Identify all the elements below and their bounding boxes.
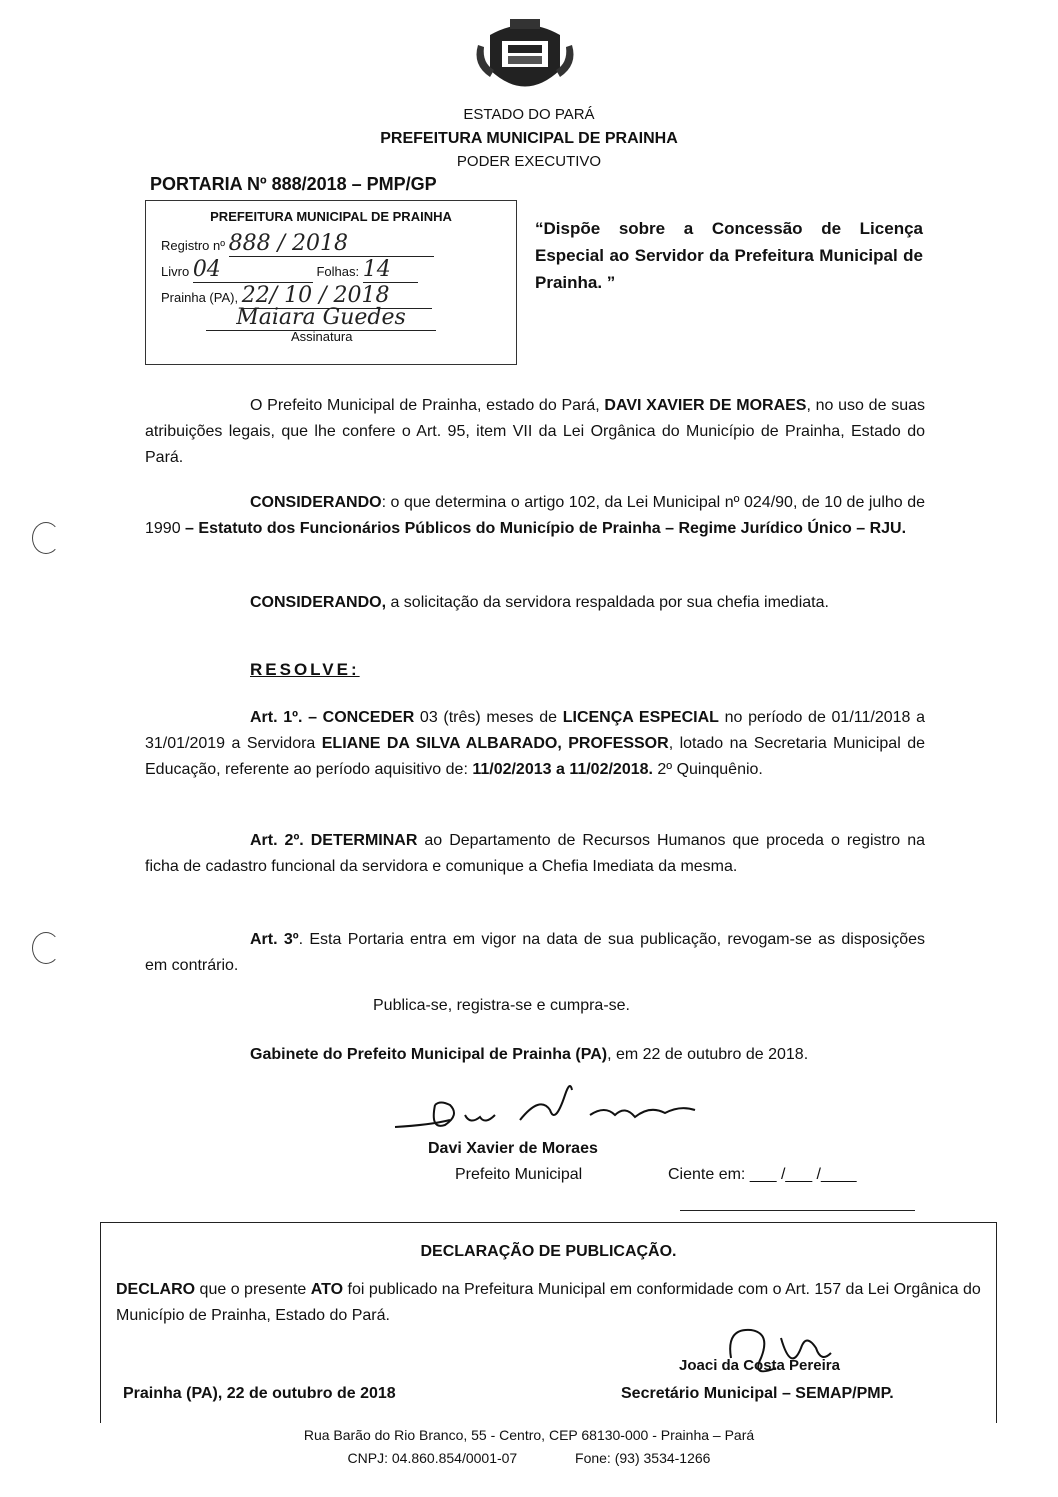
art3-label: Art. 3º	[250, 931, 299, 948]
art2-label: Art. 2º. DETERMINAR	[250, 832, 418, 849]
art2-text: ao Departamento de Recursos Humanos que proceda o registro na ficha de cadastro funcional da servidora e comunique a Chefia Imediata da mesma.	[145, 832, 925, 875]
declaracao-text2: foi publicado na Prefeitura Municipal em conformidade com o Art. 157 da Lei Orgânica do Município de Prainha, Estado do Pará.	[116, 1281, 981, 1324]
mayor-name-signature: Davi Xavier de Moraes	[428, 1140, 598, 1157]
punch-hole-top	[32, 522, 60, 554]
registry-signature: Maiara Guedes	[206, 305, 436, 331]
declaracao-title: DECLARAÇÃO DE PUBLICAÇÃO.	[420, 1243, 677, 1260]
declaracao-box	[100, 1222, 997, 1423]
footer-cnpj: CNPJ: 04.860.854/0001-07	[347, 1450, 518, 1466]
registry-livro-value: 04	[193, 257, 313, 283]
mayor-role: Prefeito Municipal	[455, 1166, 583, 1183]
article-3	[145, 927, 925, 979]
considerando-1-text: : o que determina o artigo 102, da Lei Municipal nº 024/90, de 10 de julho de 1990	[145, 494, 925, 537]
gabinete-bold: Gabinete do Prefeito Municipal de Prainha (PA)	[250, 1046, 608, 1063]
mayor-name: DAVI XAVIER DE MORAES	[604, 397, 807, 414]
art1-text4: 2º Quinquênio.	[652, 761, 763, 778]
article-1	[145, 705, 925, 783]
considerando-1-label: CONSIDERANDO	[250, 494, 382, 511]
registry-date-label: Prainha (PA),	[161, 290, 239, 305]
considerando-1-bold: – Estatuto dos Funcionários Públicos do Município de Prainha – Regime Jurídico Único – RJU.	[185, 520, 907, 537]
registry-title: PREFEITURA MUNICIPAL DE PRAINHA	[210, 209, 452, 224]
considerando-2-text: a solicitação da servidora respaldada por sua chefia imediata.	[386, 594, 829, 611]
registry-date-value: 22/ 10 / 2018	[242, 283, 432, 309]
registry-number-row	[161, 231, 434, 257]
footer-phone: Fone: (93) 3534-1266	[575, 1450, 711, 1466]
declaro-label: DECLARO	[116, 1281, 196, 1298]
considerando-2	[145, 590, 925, 616]
gabinete-text: , em 22 de outubro de 2018.	[607, 1046, 809, 1063]
ciente-field: Ciente em: ___ /___ /____	[668, 1166, 857, 1183]
registry-signature-row	[206, 305, 436, 331]
considerando-1	[145, 490, 925, 542]
secretary-name: Joaci da Costa Pereira	[679, 1357, 840, 1374]
preamble	[145, 393, 925, 471]
punch-hole-bottom	[32, 932, 60, 964]
art1-text2: no período de 01/11/2018 a 31/01/2019 a Servidora	[145, 709, 925, 752]
registry-livro-row	[161, 257, 418, 283]
ato-label: ATO	[310, 1281, 344, 1298]
registry-number-value: 888 / 2018	[229, 231, 434, 257]
ciente-signature-line	[680, 1210, 915, 1211]
art1-bold1: LICENÇA ESPECIAL	[562, 709, 719, 726]
mayor-signature	[390, 1075, 710, 1135]
gabinete-line	[145, 1042, 925, 1068]
art1-label: Art. 1º. – CONCEDER	[250, 709, 415, 726]
secretary-role: Secretário Municipal – SEMAP/PMP.	[621, 1385, 894, 1402]
publica-line: Publica-se, registra-se e cumpra-se.	[373, 997, 630, 1014]
header-poder: PODER EXECUTIVO	[456, 153, 602, 170]
art1-bold2: ELIANE DA SILVA ALBARADO, PROFESSOR	[321, 735, 669, 752]
art1-bold3: 11/02/2013 a 11/02/2018.	[472, 761, 653, 778]
footer-address: Rua Barão do Rio Branco, 55 - Centro, CEP 68130-000 - Prainha – Pará	[303, 1427, 755, 1443]
declaracao-text	[116, 1277, 984, 1329]
secretary-signature	[721, 1318, 841, 1388]
article-2	[145, 828, 925, 880]
registry-folhas-value: 14	[363, 257, 418, 283]
preamble-part1: O Prefeito Municipal de Prainha, estado do Pará,	[250, 397, 605, 414]
municipal-seal-icon	[470, 15, 580, 103]
registry-folhas-label: Folhas:	[316, 264, 360, 279]
art1-text3: , lotado na Secretaria Municipal de Educação, referente ao período aquisitivo de:	[145, 735, 925, 778]
art3-text: . Esta Portaria entra em vigor na data de sua publicação, revogam-se as disposições em contrário.	[145, 931, 925, 974]
resolve-heading: RESOLVE:	[250, 660, 360, 679]
registry-signature-label: Assinatura	[291, 329, 353, 344]
header-prefeitura: PREFEITURA MUNICIPAL DE PRAINHA	[380, 130, 678, 147]
registry-livro-label: Livro	[161, 264, 190, 279]
considerando-2-label: CONSIDERANDO,	[250, 594, 387, 611]
portaria-title: PORTARIA Nº 888/2018 – PMP/GP	[150, 174, 437, 194]
header-state: ESTADO DO PARÁ	[463, 106, 595, 123]
art1-text1: 03 (três) meses de	[414, 709, 563, 726]
footer-contacts	[0, 1450, 1058, 1466]
declaracao-text1: que o presente	[195, 1281, 311, 1298]
ementa: “Dispõe sobre a Concessão de Licença Especial ao Servidor da Prefeitura Municipal de Prainha. ”	[535, 219, 923, 292]
registry-number-label: Registro nº	[161, 238, 225, 253]
registry-stamp	[145, 200, 517, 365]
declaracao-date: Prainha (PA), 22 de outubro de 2018	[123, 1385, 396, 1402]
preamble-part2: , no uso de suas atribuições legais, que lhe confere o Art. 95, item VII da Lei Orgânica do Município de Prainha, Estado do Pará.	[145, 397, 925, 466]
